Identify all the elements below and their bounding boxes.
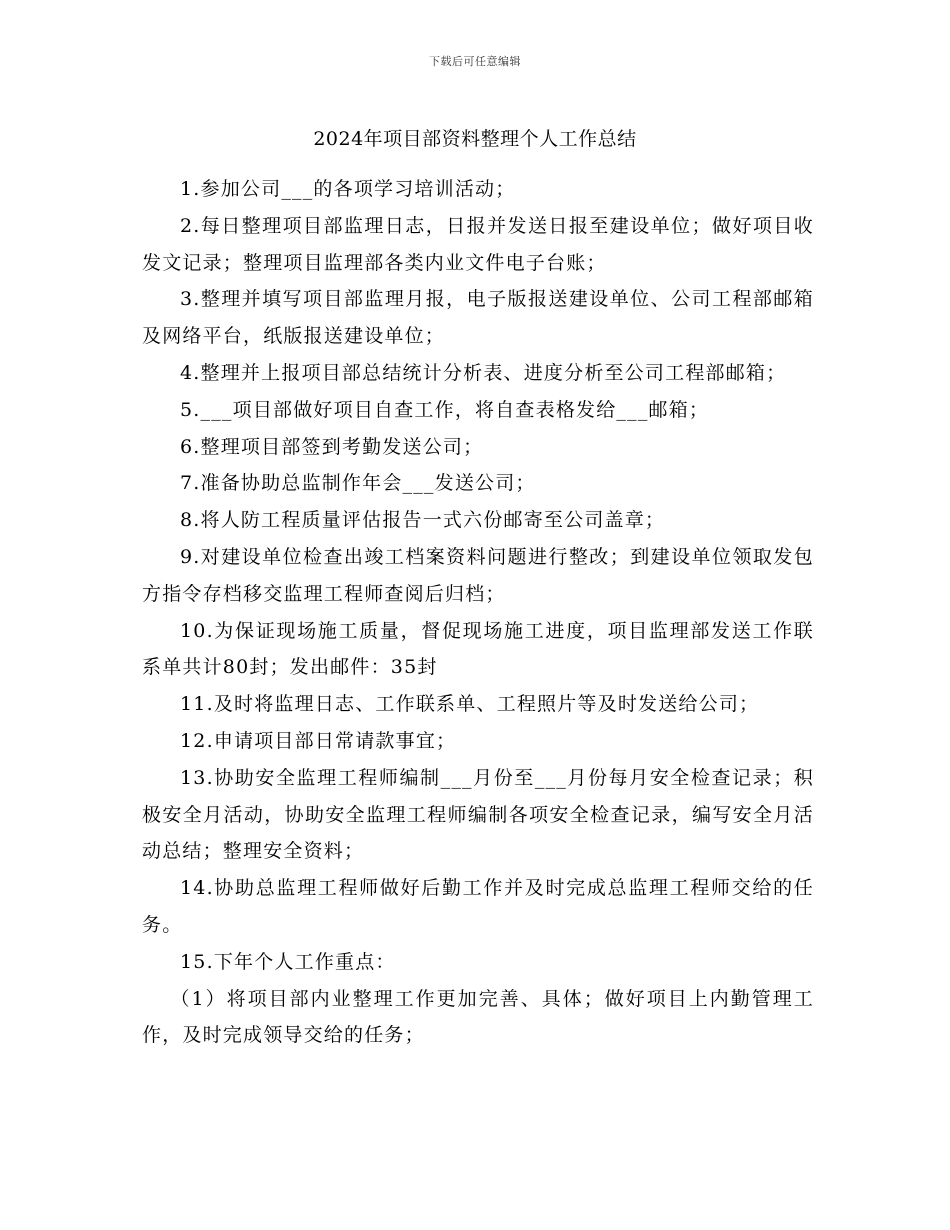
paragraph-2: 2.每日整理项目部监理日志，日报并发送日报至建设单位；做好项目收发文记录；整理项目监理部各类内业文件电子台账； — [142, 214, 814, 274]
paragraph-7: 7.准备协助总监制作年会___发送公司； — [180, 472, 536, 495]
paragraph-5: 5.___项目部做好项目自查工作，将自查表格发给___邮箱； — [180, 398, 710, 421]
paragraph-9: 9.对建设单位检查出竣工档案资料问题进行整改；到建设单位领取发包方指令存档移交监理工程师查阅后归档； — [142, 545, 814, 605]
paragraph-3: 3.整理并填写项目部监理月报，电子版报送建设单位、公司工程部邮箱及网络平台，纸版报送建设单位； — [142, 288, 814, 348]
paragraph-15: 15.下年个人工作重点： — [180, 950, 396, 973]
paragraph-12: 12.申请项目部日常请款事宜； — [180, 729, 457, 752]
paragraph-13: 13.协助安全监理工程师编制___月份至___月份每月安全检查记录；积极安全月活动，协助安全监理工程师编制各项安全检查记录，编写安全月活动总结；整理安全资料； — [142, 766, 814, 863]
paragraph-8: 8.将人防工程质量评估报告一式六份邮寄至公司盖章； — [180, 509, 666, 532]
paragraph-4: 4.整理并上报项目部总结统计分析表、进度分析至公司工程部邮箱； — [180, 361, 787, 384]
paragraph-14: 14.协助总监理工程师做好后勤工作并及时完成总监理工程师交给的任务。 — [142, 877, 814, 936]
header-note: 下载后可任意编辑 — [429, 55, 521, 68]
paragraph-10: 10.为保证现场施工质量，督促现场施工进度，项目监理部发送工作联系单共计80封；发出邮件：35封 — [142, 619, 814, 679]
sub-paragraph-1: （1）将项目部内业整理工作更加完善、具体；做好项目上内勤管理工作，及时完成领导交给的任务； — [142, 987, 814, 1047]
paragraph-11: 11.及时将监理日志、工作联系单、工程照片等及时发送给公司； — [180, 693, 760, 716]
paragraph-6: 6.整理项目部签到考勤发送公司； — [180, 435, 484, 458]
document-title: 2024年项目部资料整理个人工作总结 — [313, 128, 637, 150]
document-body — [142, 171, 814, 1054]
paragraph-1: 1.参加公司___的各项学习培训活动； — [180, 178, 516, 200]
